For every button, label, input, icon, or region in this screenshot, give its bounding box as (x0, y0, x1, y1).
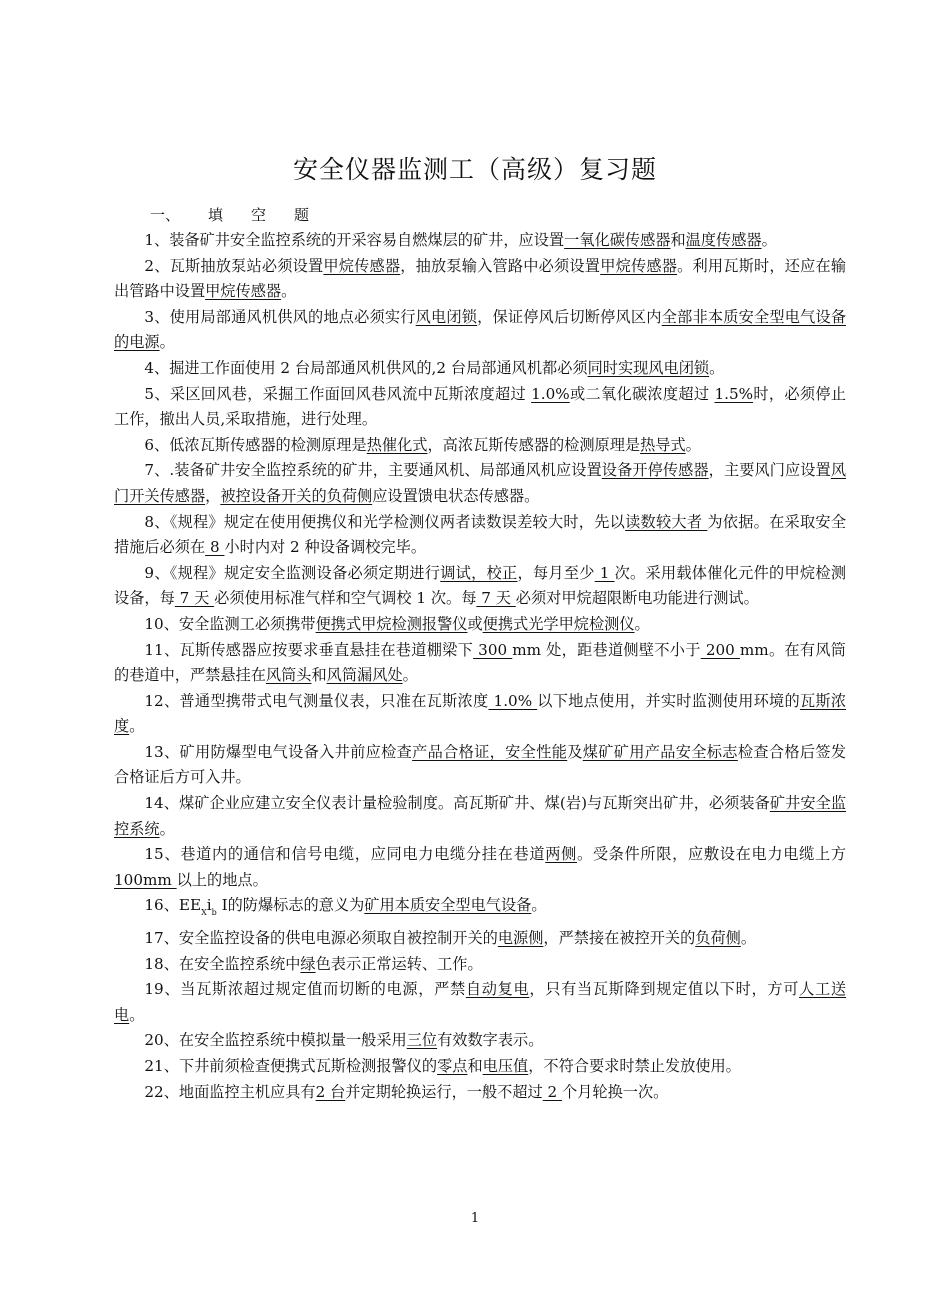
answer-blank: 风门开关传感器 (114, 461, 846, 505)
answer-blank: 风电闭锁 (415, 307, 478, 326)
answer-blank: 瓦斯浓度 (114, 691, 847, 736)
question-text: 以上的地点。 (176, 870, 268, 889)
question-text: 。 (709, 358, 725, 377)
section-char: 空 (251, 206, 267, 224)
question-list (114, 228, 846, 1105)
question-item (114, 1028, 846, 1054)
question-text: 18、在安全监控系统中 (144, 954, 301, 973)
question-item (114, 356, 846, 382)
answer-blank: 甲烷传感器 (205, 282, 282, 301)
answer-blank: 电压值 (482, 1057, 529, 1075)
section-number: 一、 (150, 206, 181, 224)
question-text: 。 (740, 929, 757, 948)
question-text: ，只有当瓦斯降到规定值以下时，方可 (529, 980, 800, 999)
answer-blank: 矿井安全监控系统 (114, 794, 847, 838)
question-item (114, 228, 846, 254)
answer-blank: 便携式甲烷检测报警仪 (315, 614, 468, 633)
answer-blank: 负荷侧 (695, 929, 741, 948)
answer-blank: 读数较大者 (625, 512, 708, 531)
question-text: 3、使用局部通风机供风的地点必须实行 (144, 307, 416, 326)
question-item (114, 1054, 846, 1080)
question-text: 和 (670, 231, 686, 249)
question-text: 22、地面监控主机应具有 (144, 1082, 316, 1101)
question-text: 并定期轮换运行，一般不超过 (345, 1082, 543, 1101)
question-text: ，严禁接在被控开关的 (543, 929, 696, 948)
question-text: 次。采用载体催化元件的甲烷检测设备，每 (114, 563, 847, 608)
question-text: 和 (467, 1057, 483, 1075)
question-text: 。 (761, 231, 777, 249)
question-text: 有效数字表示。 (437, 1031, 544, 1050)
answer-blank: 产品合格证，安全性能 (412, 742, 568, 761)
question-text: 或二氧化碳浓度超过 (569, 384, 715, 403)
question-text: 20、在安全监控系统中模拟量一般采用 (144, 1031, 407, 1050)
answer-blank: 100mm (114, 870, 177, 889)
answer-blank: 人工送电 (114, 980, 847, 1024)
answer-blank: 2 (542, 1082, 563, 1101)
answer-blank: 零点 (437, 1057, 468, 1075)
answer-blank: 自动复电 (465, 980, 530, 999)
answer-blank: 绿 (300, 954, 316, 973)
section-char: 填 (208, 206, 224, 224)
answer-blank: 全部非本质安全型电气设备的电源 (114, 307, 847, 352)
question-text: 。受条件所限，应敷设在电力电缆上方 (576, 845, 847, 864)
answer-blank: 1.5% (714, 384, 754, 403)
question-item (114, 382, 846, 433)
question-text: 。 (402, 666, 418, 685)
question-text: ，高浓瓦斯传感器的检测原理是 (427, 435, 641, 454)
question-item (114, 842, 846, 893)
question-text: 17、安全监控设备的供电电源必须取自被控制开关的 (144, 929, 498, 948)
answer-blank: 电源侧 (497, 929, 544, 948)
question-text: 1、装备矿井安全监控系统的开采容易自燃煤层的矿井，应设置 (144, 231, 565, 249)
subscript-mark: b (211, 908, 217, 918)
question-text: ，保证停风后切断停风区内 (477, 307, 662, 326)
question-text: 。 (531, 896, 547, 915)
question-text: ，主要风门应设置 (708, 461, 831, 480)
question-item (114, 1080, 846, 1106)
subscript-mark: X (201, 908, 207, 918)
question-item (114, 638, 846, 689)
question-text: ， (205, 486, 221, 505)
question-text: 14、煤矿企业应建立安全仪表计量检验制度。高瓦斯矿井、煤(岩)与瓦斯突出矿井，必须装备 (144, 794, 770, 813)
question-text: 和 (311, 666, 327, 685)
question-text: 10、安全监测工必须携带 (144, 614, 316, 633)
question-item (114, 561, 846, 612)
answer-blank: 风筒头 (265, 666, 312, 685)
answer-blank: 三位 (406, 1031, 438, 1050)
question-text: ，抽放泵输入管路中必须设置 (400, 256, 601, 275)
question-item (114, 689, 846, 740)
question-text: ，不符合要求时禁止发放使用。 (528, 1057, 741, 1075)
answer-blank: 两侧 (545, 845, 577, 864)
question-text: 检查合格后签发合格证后方可入井。 (114, 742, 847, 787)
answer-blank: 矿用本质安全型电气设备 (364, 896, 532, 915)
answer-blank: 热导式 (640, 435, 686, 454)
answer-blank: 2 台 (315, 1082, 346, 1101)
question-item (114, 612, 846, 638)
question-item (114, 977, 846, 1028)
question-text: 。利用瓦斯时，还应在输出管路中设置 (114, 256, 847, 301)
question-text: mm 处，距巷道侧壁不小于 (512, 640, 701, 659)
answer-blank: 1.0% (488, 691, 538, 710)
question-text: 6、低浓瓦斯传感器的检测原理是 (144, 435, 367, 454)
answer-blank: 风筒漏风处 (326, 666, 403, 685)
answer-blank: 被控设备开关的负荷侧 (220, 486, 373, 505)
question-item (114, 952, 846, 978)
answer-blank: 调试，校正 (440, 563, 518, 582)
question-text: 5、采区回风巷，采掘工作面回风巷风流中瓦斯浓度超过 (144, 384, 532, 403)
question-text: 11、瓦斯传感器应按要求垂直悬挂在巷道棚梁下 (144, 640, 474, 659)
question-text: 。 (129, 717, 145, 736)
question-item (114, 458, 846, 509)
question-item (114, 893, 846, 926)
question-item (114, 740, 846, 791)
question-text: 时，必须停止工作，撤出人员,采取措施，进行处理。 (114, 384, 847, 429)
answer-blank: 200 (700, 640, 740, 659)
answer-blank: 1 (594, 563, 615, 582)
answer-blank: 设备开停传感器 (601, 461, 709, 480)
question-text: 21、下井前须检查便携式瓦斯检测报警仪的 (144, 1057, 438, 1075)
answer-blank: 300 (473, 640, 513, 659)
question-item (114, 510, 846, 561)
answer-blank: 甲烷传感器 (600, 256, 678, 275)
question-text: mm。在有风筒的巷道中，严禁悬挂在 (114, 640, 846, 685)
answer-blank: 一氧化碳传感器 (564, 231, 671, 249)
answer-blank: 7 天 (174, 589, 215, 608)
answer-blank: 同时实现风电闭锁 (587, 358, 710, 377)
question-item (114, 305, 846, 356)
question-text: 。 (129, 1005, 145, 1024)
question-item (114, 254, 846, 305)
page-title: 安全仪器监测工（高级）复习题 (292, 155, 657, 184)
question-text: 12、普通型携带式电气测量仪表，只准在瓦斯浓度 (144, 691, 489, 710)
question-text: 。 (281, 282, 297, 301)
question-text: 。 (685, 435, 701, 454)
answer-blank: 7 天 (476, 589, 516, 608)
question-text: 应设置馈电状态传感器。 (372, 486, 540, 505)
answer-blank: 8 (205, 538, 225, 557)
question-text: 16、$EE_Xi_b$ Ⅰ的防爆标志的意义为 (144, 896, 365, 918)
question-text: ，每月至少 (517, 563, 595, 582)
question-item (114, 926, 846, 952)
answer-blank: 便携式光学甲烷检测仪 (482, 614, 635, 633)
question-text: 2、瓦斯抽放泵站必须设置 (144, 256, 324, 275)
question-text: 个月轮换一次。 (562, 1082, 669, 1101)
page-number: 1 (470, 1211, 480, 1226)
answer-blank: 甲烷传感器 (323, 256, 401, 275)
question-text: 必须使用标准气样和空气调校 1 次。每 (214, 589, 477, 608)
question-text: 4、掘进工作面使用 2 台局部通风机供风的,2 台局部通风机都必须 (144, 358, 588, 377)
question-text: 。 (159, 333, 175, 352)
question-text: 。 (159, 819, 175, 838)
answer-blank: 1.0% (531, 384, 570, 403)
question-text: 必须对甲烷超限断电功能进行测试。 (515, 589, 759, 608)
question-text: 9、《规程》规定安全监测设备必须定期进行 (144, 563, 441, 582)
question-text: 13、矿用防爆型电气设备入井前应检查 (144, 742, 413, 761)
question-text: 8、《规程》规定在使用便携仪和光学检测仪两者读数误差较大时，先以 (144, 512, 626, 531)
question-text: 15、巷道内的通信和信号电缆，应同电力电缆分挂在巷道 (144, 845, 546, 864)
section-heading (150, 204, 309, 225)
question-text: 19、当瓦斯浓超过规定值而切断的电源，严禁 (144, 980, 466, 999)
question-text: 。 (634, 614, 650, 633)
question-item (114, 433, 846, 459)
question-text: 及 (567, 742, 583, 761)
answer-blank: 温度传感器 (685, 231, 762, 249)
question-item (114, 791, 846, 842)
question-text: 7、.装备矿井安全监控系统的矿井，主要通风机、局部通风机应设置 (144, 461, 602, 480)
question-text: 色表示正常运转、工作。 (315, 954, 483, 973)
answer-blank: 煤矿矿用产品安全标志 (582, 742, 738, 761)
question-text: 小时内对 2 种设备调校完毕。 (224, 538, 427, 557)
question-text: 或 (467, 614, 483, 633)
answer-blank: 热催化式 (366, 435, 428, 454)
question-text: 以下地点使用，并实时监测使用环境的 (537, 691, 800, 710)
section-char: 题 (294, 206, 310, 224)
question-text: 为依据。在采取安全措施后必须在 (114, 512, 847, 557)
